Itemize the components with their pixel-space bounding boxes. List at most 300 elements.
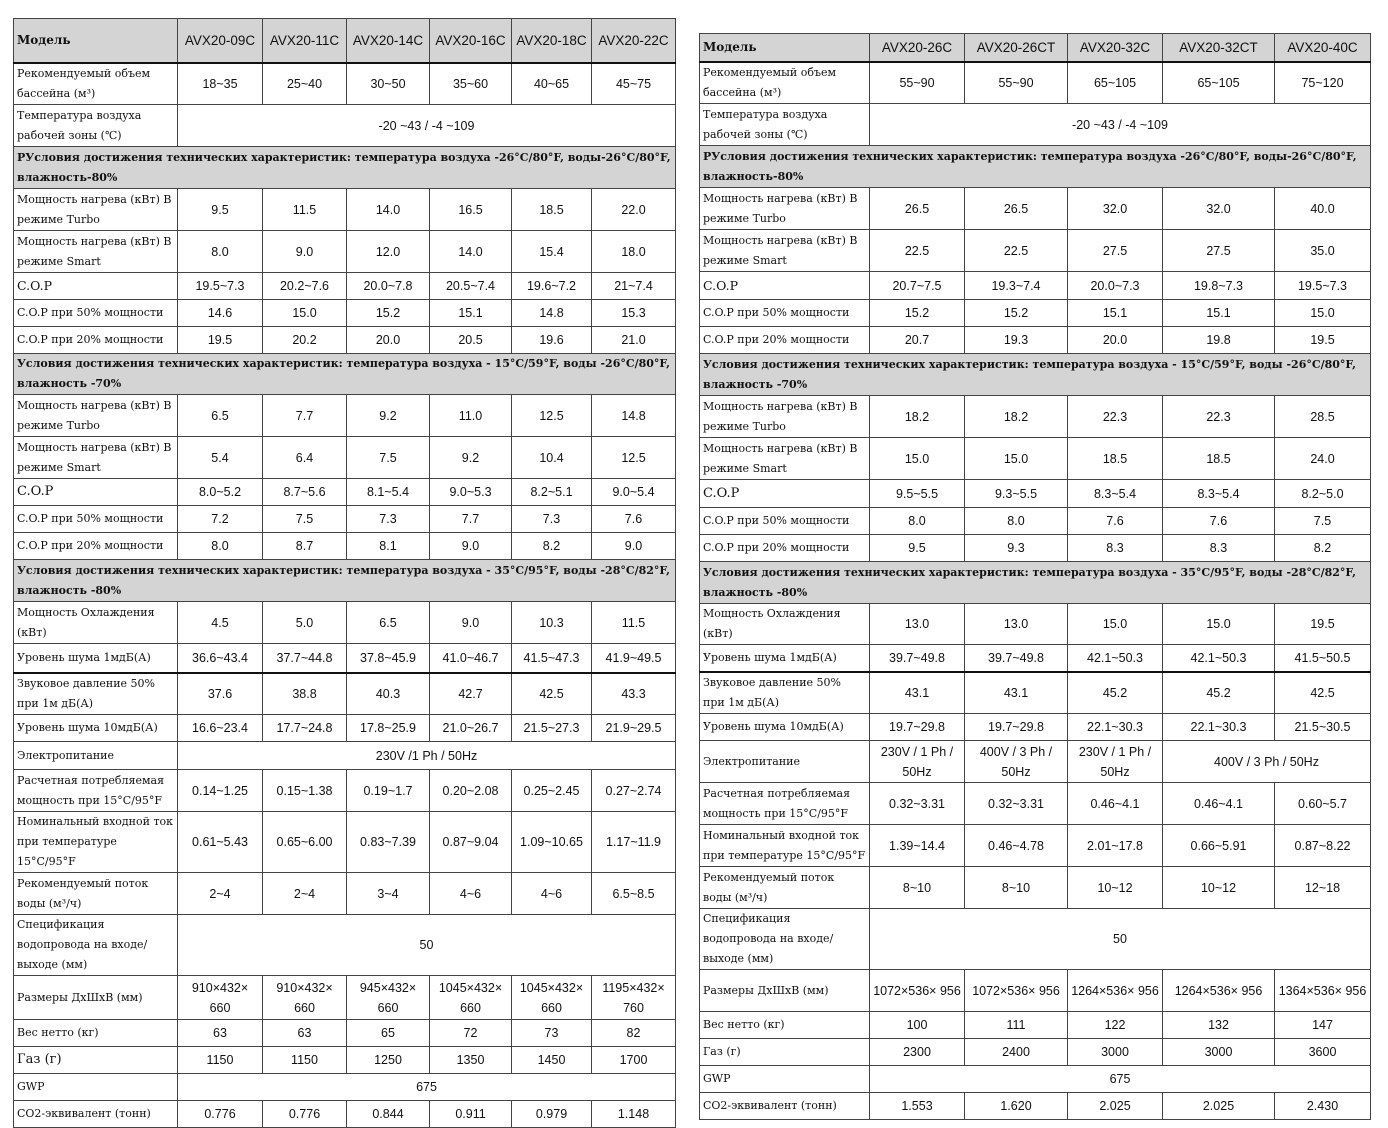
spec-value: 8.3~5.4: [1068, 480, 1163, 508]
spec-value: 18.5: [512, 189, 592, 231]
spec-value: 65~105: [1068, 62, 1163, 104]
spec-value: 0.46~4.1: [1068, 783, 1163, 825]
spec-value: 1350: [430, 1047, 512, 1074]
spec-value: 19.5~7.3: [1275, 272, 1371, 300]
row-label: Уровень шума 10мдБ(А): [700, 714, 870, 741]
spec-value: 75~120: [1275, 62, 1371, 104]
spec-value: 7.5: [263, 506, 347, 533]
spec-value: -20 ~43 / -4 ~109: [178, 105, 676, 147]
row-label: C.O.P при 20% мощности: [700, 535, 870, 562]
spec-value: 20.5~7.4: [430, 273, 512, 300]
spec-value: 7.3: [347, 506, 430, 533]
spec-value: 0.60~5.7: [1275, 783, 1371, 825]
table-row: [700, 645, 1371, 672]
spec-value: 32.0: [1163, 188, 1275, 230]
spec-value: 20.7: [870, 327, 965, 354]
table-row: [14, 644, 676, 673]
table-row: [14, 300, 676, 327]
spec-value: 40~65: [512, 63, 592, 105]
spec-value: 21.5~30.5: [1275, 714, 1371, 741]
spec-value: 36.6~43.4: [178, 644, 263, 673]
model-name: AVX20-32C: [1068, 34, 1163, 62]
spec-value: 7.3: [512, 506, 592, 533]
table-row: [700, 508, 1371, 535]
spec-value: 2300: [870, 1039, 965, 1066]
spec-value: 1045×432× 660: [512, 976, 592, 1020]
spec-value: 26.5: [870, 188, 965, 230]
spec-value: 43.1: [870, 672, 965, 714]
spec-value: 19.7~29.8: [965, 714, 1068, 741]
row-label: Спецификация водопровода на входе/выходе (мм): [14, 915, 178, 976]
row-label: C.O.P: [14, 479, 178, 506]
spec-value: 30~50: [347, 63, 430, 105]
spec-value: 9.2: [347, 395, 430, 437]
spec-value: 20.2: [263, 327, 347, 354]
row-label: Звуковое давление 50% при 1м дБ(А): [700, 672, 870, 714]
spec-value: 7.7: [263, 395, 347, 437]
table-row: [700, 1066, 1371, 1093]
row-label: Электропитание: [700, 741, 870, 783]
model-name: AVX20-40C: [1275, 34, 1371, 62]
table-row: [14, 1101, 676, 1128]
spec-value: 1072×536× 956: [965, 970, 1068, 1012]
spec-value: 7.6: [1068, 508, 1163, 535]
table-row: [14, 1074, 676, 1101]
spec-value: 132: [1163, 1012, 1275, 1039]
spec-value: 0.20~2.08: [430, 770, 512, 812]
row-label: C.O.P при 50% мощности: [700, 508, 870, 535]
spec-value: 1150: [263, 1047, 347, 1074]
spec-value: 72: [430, 1020, 512, 1047]
table-row: [700, 354, 1371, 396]
spec-value: 2~4: [263, 873, 347, 915]
spec-value: 230V /1 Ph / 50Hz: [178, 742, 676, 770]
spec-value: 22.1~30.3: [1163, 714, 1275, 741]
spec-value: 0.87~8.22: [1275, 825, 1371, 867]
spec-value: 45.2: [1068, 672, 1163, 714]
table-row: [700, 1093, 1371, 1120]
spec-value: 0.66~5.91: [1163, 825, 1275, 867]
spec-value: -20 ~43 / -4 ~109: [870, 104, 1371, 146]
spec-value: 42.7: [430, 673, 512, 715]
table-row: [14, 19, 676, 63]
spec-value: 1.39~14.4: [870, 825, 965, 867]
spec-value: 41.0~46.7: [430, 644, 512, 673]
spec-value: 7.5: [347, 437, 430, 479]
row-label: Мощность нагрева (кВт) В режиме Turbo: [14, 395, 178, 437]
spec-value: 3000: [1163, 1039, 1275, 1066]
spec-value: 15.2: [347, 300, 430, 327]
spec-value: 20.2~7.6: [263, 273, 347, 300]
section-header: Условия достижения технических характеристик: температура воздуха - 15°C/59°F, воды -26°C/80°F, влажность -70%: [14, 354, 676, 395]
spec-value: 0.32~3.31: [965, 783, 1068, 825]
section-header: Условия достижения технических характеристик: температура воздуха - 35°C/95°F, воды -28°C/82°F, влажность -80%: [14, 560, 676, 602]
row-label: Спецификация водопровода на входе/выходе (мм): [700, 909, 870, 970]
spec-value: 910×432× 660: [263, 976, 347, 1020]
spec-value: 15.2: [870, 300, 965, 327]
spec-value: 42.5: [1275, 672, 1371, 714]
spec-value: 82: [592, 1020, 676, 1047]
table-row: [14, 915, 676, 976]
spec-value: 9.0~5.4: [592, 479, 676, 506]
spec-value: 13.0: [965, 604, 1068, 645]
spec-value: 37.6: [178, 673, 263, 715]
spec-value: 21~7.4: [592, 273, 676, 300]
table-row: [700, 867, 1371, 909]
spec-value: 22.1~30.3: [1068, 714, 1163, 741]
spec-value: 20.0: [347, 327, 430, 354]
spec-value: 18.0: [592, 231, 676, 273]
spec-value: 8.3: [1163, 535, 1275, 562]
spec-value: 37.8~45.9: [347, 644, 430, 673]
table-row: [14, 506, 676, 533]
spec-value: 8.0: [870, 508, 965, 535]
spec-value: 0.65~6.00: [263, 812, 347, 873]
spec-value: 19.5~7.3: [178, 273, 263, 300]
spec-value: 9.0~5.3: [430, 479, 512, 506]
table-row: [700, 34, 1371, 62]
spec-value: 0.25~2.45: [512, 770, 592, 812]
row-label: Номинальный входной ток при температуре 15°C/95°F: [14, 812, 178, 873]
row-label: Размеры ДxШxВ (мм): [14, 976, 178, 1020]
spec-value: 20.0~7.3: [1068, 272, 1163, 300]
table-row: [700, 970, 1371, 1012]
row-label: Рекомендуемый объем бассейна (м³): [700, 62, 870, 104]
row-label: Газ (г): [14, 1047, 178, 1074]
spec-value: 2~4: [178, 873, 263, 915]
spec-value: 19.6: [512, 327, 592, 354]
model-name: AVX20-26CT: [965, 34, 1068, 62]
row-label: Уровень шума 1мдБ(А): [700, 645, 870, 672]
row-label: Мощность нагрева (кВт) В режиме Turbo: [700, 396, 870, 438]
spec-value: 1.620: [965, 1093, 1068, 1120]
spec-value: 11.5: [592, 602, 676, 644]
spec-value: 38.8: [263, 673, 347, 715]
table-row: [700, 604, 1371, 645]
spec-value: 6.5: [347, 602, 430, 644]
spec-value: 17.7~24.8: [263, 715, 347, 742]
model-label: Модель: [14, 19, 178, 63]
row-label: Уровень шума 1мдБ(А): [14, 644, 178, 673]
spec-value: 12.5: [592, 437, 676, 479]
row-label: Звуковое давление 50% при 1м дБ(А): [14, 673, 178, 715]
table-row: [14, 873, 676, 915]
spec-value: 55~90: [965, 62, 1068, 104]
row-label: Размеры ДxШxВ (мм): [700, 970, 870, 1012]
spec-value: 25~40: [263, 63, 347, 105]
row-label: Мощность нагрева (кВт) В режиме Turbo: [700, 188, 870, 230]
spec-value: 18.2: [965, 396, 1068, 438]
spec-value: 15.0: [870, 438, 965, 480]
spec-value: 0.61~5.43: [178, 812, 263, 873]
spec-value: 15.3: [592, 300, 676, 327]
row-label: Рекомендуемый поток воды (м³/ч): [700, 867, 870, 909]
spec-value: 41.9~49.5: [592, 644, 676, 673]
spec-value: 0.46~4.78: [965, 825, 1068, 867]
spec-value: 1264×536× 956: [1068, 970, 1163, 1012]
spec-value: 19.8~7.3: [1163, 272, 1275, 300]
spec-value: 0.776: [178, 1101, 263, 1128]
spec-value: 65~105: [1163, 62, 1275, 104]
spec-value: 8.7: [263, 533, 347, 560]
model-name: AVX20-14C: [347, 19, 430, 63]
spec-value: 7.6: [1163, 508, 1275, 535]
spec-value: 20.0: [1068, 327, 1163, 354]
spec-value: 15.2: [965, 300, 1068, 327]
spec-value: 17.8~25.9: [347, 715, 430, 742]
table-row: [700, 741, 1371, 783]
table-row: [700, 1039, 1371, 1066]
model-name: AVX20-09C: [178, 19, 263, 63]
table-row: [14, 395, 676, 437]
spec-value: 0.844: [347, 1101, 430, 1128]
spec-value: 42.1~50.3: [1163, 645, 1275, 672]
spec-value: 13.0: [870, 604, 965, 645]
spec-value: 27.5: [1163, 230, 1275, 272]
table-row: [700, 480, 1371, 508]
row-label: C.O.P: [700, 480, 870, 508]
spec-value: 8.1~5.4: [347, 479, 430, 506]
spec-value: 9.0: [430, 602, 512, 644]
spec-value: 22.0: [592, 189, 676, 231]
spec-value: 8.0: [178, 231, 263, 273]
spec-value: 15.1: [430, 300, 512, 327]
row-label: C.O.P: [14, 273, 178, 300]
table-row: [700, 188, 1371, 230]
spec-value: 20.0~7.8: [347, 273, 430, 300]
table-row: [14, 231, 676, 273]
spec-value: 945×432× 660: [347, 976, 430, 1020]
spec-value: 15.1: [1068, 300, 1163, 327]
model-name: AVX20-32CT: [1163, 34, 1275, 62]
spec-value: 0.27~2.74: [592, 770, 676, 812]
spec-value: 9.2: [430, 437, 512, 479]
model-name: AVX20-16C: [430, 19, 512, 63]
table-row: [14, 715, 676, 742]
row-label: Мощность нагрева (кВт) В режиме Turbo: [14, 189, 178, 231]
spec-value: 19.5: [1275, 327, 1371, 354]
spec-value: 4~6: [430, 873, 512, 915]
spec-value: 18.5: [1163, 438, 1275, 480]
spec-value: 14.6: [178, 300, 263, 327]
spec-value: 10~12: [1068, 867, 1163, 909]
spec-value: 20.5: [430, 327, 512, 354]
spec-value: 0.776: [263, 1101, 347, 1128]
spec-value: 12~18: [1275, 867, 1371, 909]
spec-value: 675: [870, 1066, 1371, 1093]
row-label: Рекомендуемый поток воды (м³/ч): [14, 873, 178, 915]
spec-value: 8.2~5.0: [1275, 480, 1371, 508]
table-row: [700, 672, 1371, 714]
table-row: [700, 783, 1371, 825]
table-row: [14, 533, 676, 560]
spec-value: 0.15~1.38: [263, 770, 347, 812]
spec-value: 230V / 1 Ph / 50Hz: [870, 741, 965, 783]
spec-value: 1195×432× 760: [592, 976, 676, 1020]
spec-value: 19.8: [1163, 327, 1275, 354]
spec-value: 21.9~29.5: [592, 715, 676, 742]
row-label: Мощность нагрева (кВт) В режиме Smart: [700, 438, 870, 480]
spec-value: 7.2: [178, 506, 263, 533]
spec-value: 22.5: [870, 230, 965, 272]
spec-value: 5.4: [178, 437, 263, 479]
section-header: PУсловия достижения технических характеристик: температура воздуха -26°C/80°F, воды-26°C/80°F, влажность-80%: [700, 146, 1371, 188]
spec-value: 9.3~5.5: [965, 480, 1068, 508]
spec-value: 675: [178, 1074, 676, 1101]
table-row: [14, 354, 676, 395]
spec-value: 14.8: [592, 395, 676, 437]
table-row: [14, 327, 676, 354]
spec-value: 50: [178, 915, 676, 976]
spec-value: 41.5~50.5: [1275, 645, 1371, 672]
spec-value: 35~60: [430, 63, 512, 105]
spec-value: 2.025: [1163, 1093, 1275, 1120]
spec-value: 37.7~44.8: [263, 644, 347, 673]
spec-value: 19.6~7.2: [512, 273, 592, 300]
spec-value: 8.0: [178, 533, 263, 560]
row-label: Мощность нагрева (кВт) В режиме Smart: [14, 231, 178, 273]
spec-value: 39.7~49.8: [965, 645, 1068, 672]
spec-value: 41.5~47.3: [512, 644, 592, 673]
row-label: C.O.P при 50% мощности: [14, 300, 178, 327]
spec-value: 42.5: [512, 673, 592, 715]
row-label: C.O.P при 20% мощности: [14, 533, 178, 560]
spec-value: 9.0: [592, 533, 676, 560]
spec-value: 8.0: [965, 508, 1068, 535]
spec-value: 16.6~23.4: [178, 715, 263, 742]
row-label: CO2-эквивалент (тонн): [700, 1093, 870, 1120]
row-label: Мощность Охлаждения (кВт): [700, 604, 870, 645]
row-label: C.O.P при 20% мощности: [700, 327, 870, 354]
spec-value: 22.3: [1068, 396, 1163, 438]
table-row: [14, 812, 676, 873]
row-label: GWP: [700, 1066, 870, 1093]
spec-value: 1.17~11.9: [592, 812, 676, 873]
spec-value: 14.0: [430, 231, 512, 273]
table-row: [700, 146, 1371, 188]
spec-value: 8.3~5.4: [1163, 480, 1275, 508]
spec-value: 7.5: [1275, 508, 1371, 535]
spec-value: 45~75: [592, 63, 676, 105]
spec-value: 28.5: [1275, 396, 1371, 438]
spec-value: 40.0: [1275, 188, 1371, 230]
spec-value: 26.5: [965, 188, 1068, 230]
model-name: AVX20-11C: [263, 19, 347, 63]
spec-value: 15.0: [1275, 300, 1371, 327]
spec-table-left: [13, 18, 676, 1128]
spec-value: 22.3: [1163, 396, 1275, 438]
spec-value: 0.979: [512, 1101, 592, 1128]
spec-value: 11.0: [430, 395, 512, 437]
spec-value: 147: [1275, 1012, 1371, 1039]
spec-value: 45.2: [1163, 672, 1275, 714]
spec-value: 2.025: [1068, 1093, 1163, 1120]
spec-value: 10.4: [512, 437, 592, 479]
spec-value: 122: [1068, 1012, 1163, 1039]
spec-value: 9.0: [263, 231, 347, 273]
spec-value: 100: [870, 1012, 965, 1039]
row-label: CO2-эквивалент (тонн): [14, 1101, 178, 1128]
spec-value: 9.5~5.5: [870, 480, 965, 508]
spec-value: 400V / 3 Ph / 50Hz: [965, 741, 1068, 783]
spec-value: 1450: [512, 1047, 592, 1074]
spec-value: 0.14~1.25: [178, 770, 263, 812]
spec-value: 15.0: [263, 300, 347, 327]
spec-value: 7.7: [430, 506, 512, 533]
spec-value: 14.8: [512, 300, 592, 327]
spec-value: 8.1: [347, 533, 430, 560]
row-label: C.O.P при 50% мощности: [700, 300, 870, 327]
spec-value: 18.5: [1068, 438, 1163, 480]
spec-value: 9.0: [430, 533, 512, 560]
table-row: [14, 673, 676, 715]
table-row: [700, 230, 1371, 272]
spec-value: 1.148: [592, 1101, 676, 1128]
spec-value: 12.0: [347, 231, 430, 273]
spec-value: 1250: [347, 1047, 430, 1074]
table-row: [14, 63, 676, 105]
spec-value: 32.0: [1068, 188, 1163, 230]
table-row: [14, 147, 676, 189]
spec-value: 0.83~7.39: [347, 812, 430, 873]
row-label: Мощность нагрева (кВт) В режиме Smart: [700, 230, 870, 272]
spec-value: 2.430: [1275, 1093, 1371, 1120]
spec-value: 55~90: [870, 62, 965, 104]
spec-value: 3~4: [347, 873, 430, 915]
spec-value: 18~35: [178, 63, 263, 105]
spec-value: 1150: [178, 1047, 263, 1074]
spec-value: 6.5: [178, 395, 263, 437]
spec-value: 43.1: [965, 672, 1068, 714]
spec-value: 9.5: [178, 189, 263, 231]
spec-value: 16.5: [430, 189, 512, 231]
model-name: AVX20-18C: [512, 19, 592, 63]
spec-value: 2400: [965, 1039, 1068, 1066]
spec-value: 15.4: [512, 231, 592, 273]
spec-value: 910×432× 660: [178, 976, 263, 1020]
spec-value: 40.3: [347, 673, 430, 715]
spec-value: 111: [965, 1012, 1068, 1039]
spec-value: 21.0~26.7: [430, 715, 512, 742]
spec-value: 4~6: [512, 873, 592, 915]
section-header: Условия достижения технических характеристик: температура воздуха - 35°C/95°F, воды -28°C/82°F, влажность -80%: [700, 562, 1371, 604]
spec-value: 8~10: [965, 867, 1068, 909]
spec-value: 5.0: [263, 602, 347, 644]
spec-value: 39.7~49.8: [870, 645, 965, 672]
spec-value: 8.2: [1275, 535, 1371, 562]
row-label: Уровень шума 10мдБ(А): [14, 715, 178, 742]
spec-value: 15.0: [1068, 604, 1163, 645]
spec-value: 50: [870, 909, 1371, 970]
spec-value: 8.7~5.6: [263, 479, 347, 506]
table-row: [14, 1020, 676, 1047]
spec-value: 0.87~9.04: [430, 812, 512, 873]
table-row: [700, 714, 1371, 741]
spec-value: 2.01~17.8: [1068, 825, 1163, 867]
row-label: Газ (г): [700, 1039, 870, 1066]
table-row: [14, 1047, 676, 1074]
row-label: Вес нетто (кг): [14, 1020, 178, 1047]
table-row: [700, 396, 1371, 438]
spec-value: 230V / 1 Ph / 50Hz: [1068, 741, 1163, 783]
model-name: AVX20-26C: [870, 34, 965, 62]
spec-value: 0.19~1.7: [347, 770, 430, 812]
row-label: Мощность Охлаждения (кВт): [14, 602, 178, 644]
table-row: [700, 562, 1371, 604]
row-label: C.O.P при 50% мощности: [14, 506, 178, 533]
spec-value: 20.7~7.5: [870, 272, 965, 300]
spec-value: 73: [512, 1020, 592, 1047]
